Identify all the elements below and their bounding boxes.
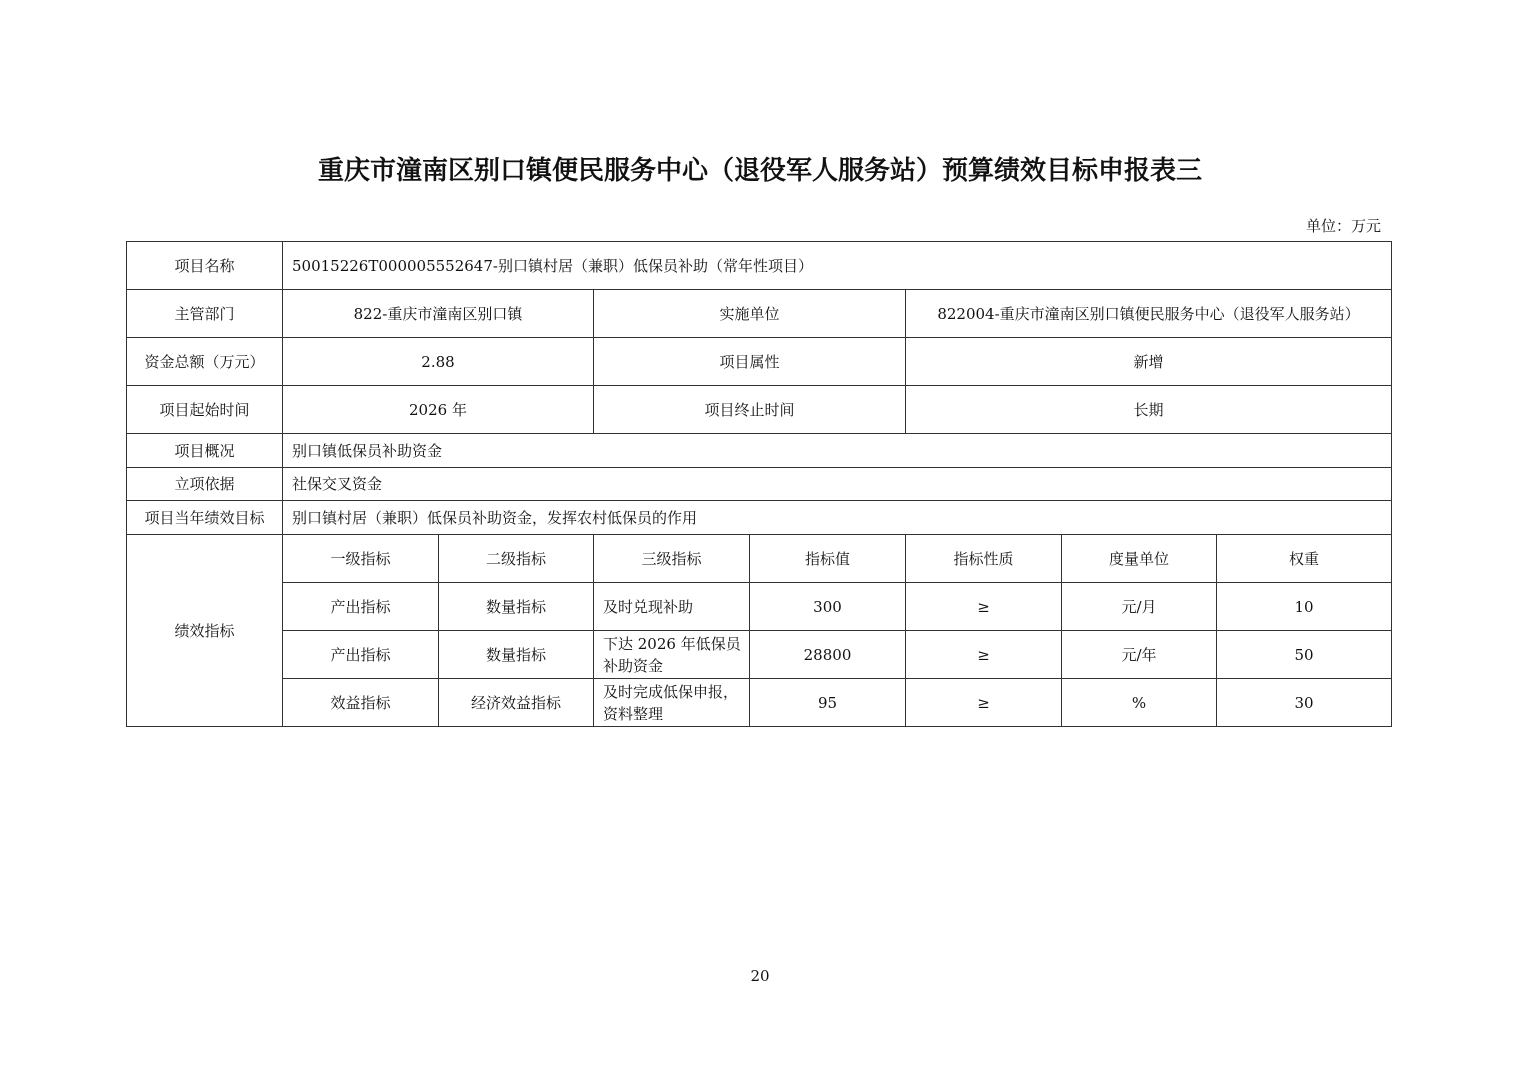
total-funds-label: 资金总额（万元） [127, 338, 283, 386]
row-basis [127, 468, 1392, 501]
header-level2: 二级指标 [439, 535, 594, 583]
level2-cell: 数量指标 [439, 631, 594, 679]
unit-label: 单位：万元 [1305, 217, 1381, 235]
value-cell: 300 [750, 583, 906, 631]
table-row [127, 679, 1392, 727]
value-cell: 95 [750, 679, 906, 727]
unit-cell: 元/月 [1062, 583, 1217, 631]
nature-cell: ≥ [906, 679, 1062, 727]
header-unit: 度量单位 [1062, 535, 1217, 583]
table-row [127, 631, 1392, 679]
basis-label: 立项依据 [127, 468, 283, 501]
row-project-name [127, 242, 1392, 290]
row-goal [127, 501, 1392, 535]
department-value: 822-重庆市潼南区别口镇 [283, 290, 594, 338]
indicator-header-row [127, 535, 1392, 583]
header-level3: 三级指标 [594, 535, 750, 583]
header-weight: 权重 [1217, 535, 1392, 583]
annual-goal-label: 项目当年绩效目标 [127, 501, 283, 535]
weight-cell: 10 [1217, 583, 1392, 631]
header-level1: 一级指标 [283, 535, 439, 583]
level1-cell: 产出指标 [283, 583, 439, 631]
level3-cell: 及时完成低保申报，资料整理 [594, 679, 750, 727]
basis-value: 社保交叉资金 [283, 468, 1392, 501]
weight-cell: 30 [1217, 679, 1392, 727]
page-number: 20 [750, 967, 770, 985]
overview-value: 别口镇低保员补助资金 [283, 434, 1392, 468]
project-attribute-label: 项目属性 [594, 338, 906, 386]
department-label: 主管部门 [127, 290, 283, 338]
table-row [127, 583, 1392, 631]
annual-goal-value: 别口镇村居（兼职）低保员补助资金，发挥农村低保员的作用 [283, 501, 1392, 535]
indicators-section-label: 绩效指标 [127, 535, 283, 727]
header-nature: 指标性质 [906, 535, 1062, 583]
implementing-unit-value: 822004-重庆市潼南区别口镇便民服务中心（退役军人服务站） [906, 290, 1392, 338]
implementing-unit-label: 实施单位 [594, 290, 906, 338]
overview-label: 项目概况 [127, 434, 283, 468]
level2-cell: 数量指标 [439, 583, 594, 631]
weight-cell: 50 [1217, 631, 1392, 679]
row-period [127, 386, 1392, 434]
row-department [127, 290, 1392, 338]
budget-performance-table [126, 241, 1392, 727]
level3-cell: 及时兑现补助 [594, 583, 750, 631]
level2-cell: 经济效益指标 [439, 679, 594, 727]
unit-cell: % [1062, 679, 1217, 727]
row-overview [127, 434, 1392, 468]
total-funds-value: 2.88 [283, 338, 594, 386]
row-funds [127, 338, 1392, 386]
project-name-value: 50015226T000005552647-别口镇村居（兼职）低保员补助（常年性项目） [283, 242, 1392, 290]
nature-cell: ≥ [906, 583, 1062, 631]
header-value: 指标值 [750, 535, 906, 583]
level3-cell: 下达 2026 年低保员补助资金 [594, 631, 750, 679]
nature-cell: ≥ [906, 631, 1062, 679]
end-time-value: 长期 [906, 386, 1392, 434]
unit-cell: 元/年 [1062, 631, 1217, 679]
value-cell: 28800 [750, 631, 906, 679]
project-name-label: 项目名称 [127, 242, 283, 290]
page-title: 重庆市潼南区别口镇便民服务中心（退役军人服务站）预算绩效目标申报表三 [317, 156, 1202, 186]
start-time-label: 项目起始时间 [127, 386, 283, 434]
start-time-value: 2026 年 [283, 386, 594, 434]
project-attribute-value: 新增 [906, 338, 1392, 386]
level1-cell: 效益指标 [283, 679, 439, 727]
level1-cell: 产出指标 [283, 631, 439, 679]
end-time-label: 项目终止时间 [594, 386, 906, 434]
